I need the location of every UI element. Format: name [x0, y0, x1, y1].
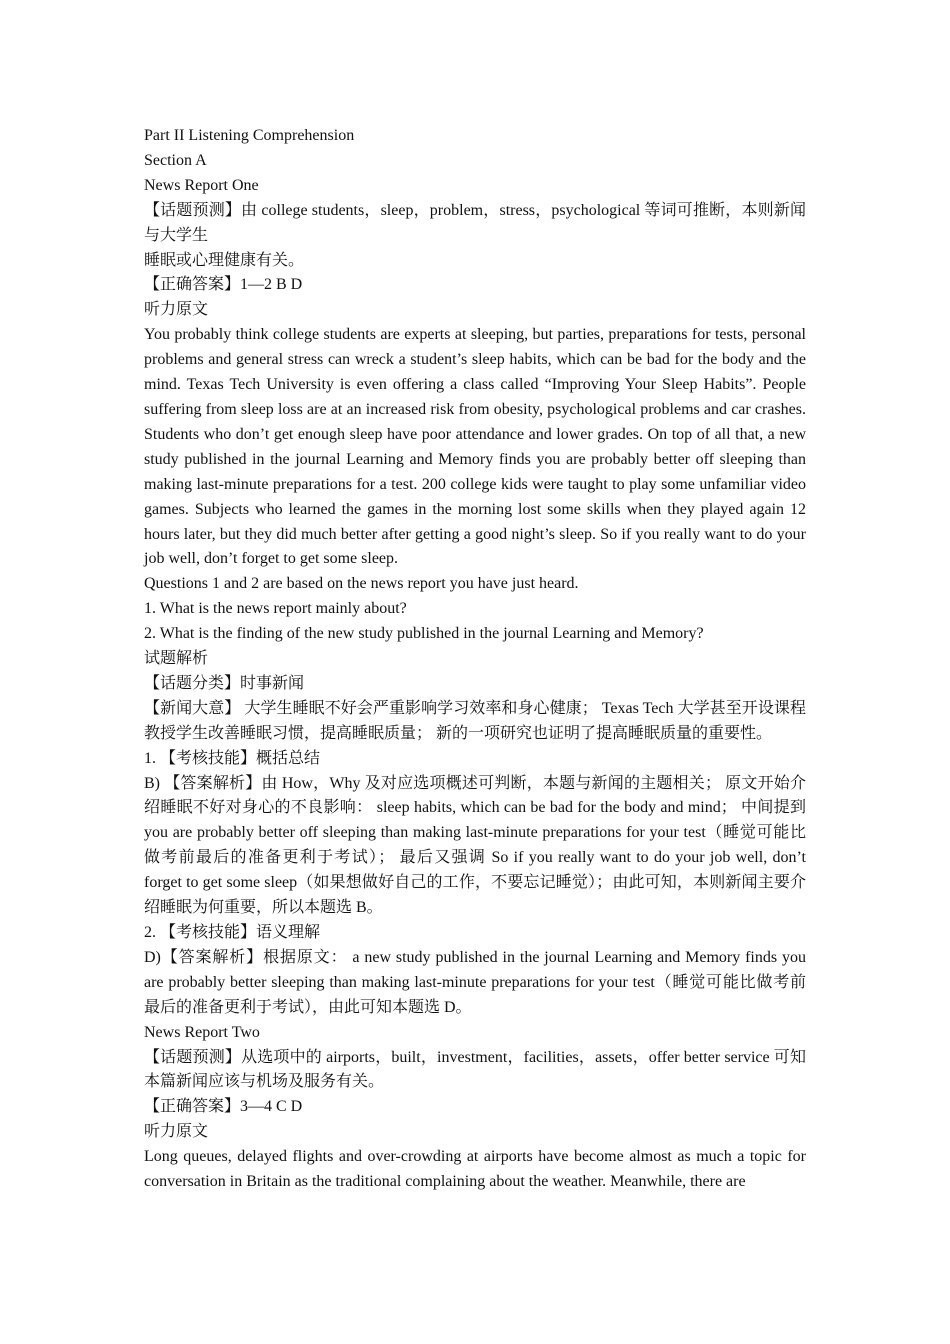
transcript-heading-1: 听力原文	[144, 301, 209, 319]
part-heading: Part II Listening Comprehension	[144, 127, 355, 144]
transcript-1: You probably think college students are experts at sleeping, but parties, preparations for tests, personal problems and general stress can wreck a student’s sleep habits, which can be bad for the body and the mind. Texas Tech University is even offering a class called “Improving Your Sleep Habits”. People suffering from sleep loss are at an increased risk from obesity, psychological problems and car crashes. Students who don’t get enough sleep have poor attendance and lower grades. On top of all that, a new study published in the journal Learning and Memory finds you are probably better off sleeping than making last-minute preparations for a test. 200 college kids were taught to play some unfamiliar video games. Subjects who learned the games in the morning lost some skills when they played again 12 hours later, but they did much better after getting a good night’s sleep. So if you really want to do your job well, don’t forget to get some sleep.	[144, 326, 806, 568]
news-report-one-heading: News Report One	[144, 176, 259, 194]
transcript-heading-2: 听力原文	[144, 1123, 209, 1141]
correct-answer-2: 【正确答案】3—4 C D	[144, 1098, 303, 1116]
answer-analysis-2: D)【答案解析】根据原文： a new study published in the journal Learning and Memory finds you are probably better sleeping than making last-minute preparations for your test（睡觉可能比做考前最后的准备更利于考试），由此可知本题选 D。	[144, 948, 806, 1016]
topic-prediction-1-cont: 睡眠或心理健康有关。	[144, 251, 305, 269]
answer-analysis-1: B) 【答案解析】由 How，Why 及对应选项概述可判断，本题与新闻的主题相关； 原文开始介绍睡眠不好对身心的不良影响： sleep habits, which can be bad for the body and mind； 中间提到 you are probably better off sleeping than making last-minute preparations for your test（睡觉可能比做考前最后的准备更利于考试）； 最后又强调 So if you really want to do your job well, don’t forget to get some sleep（如果想做好自己的工作，不要忘记睡觉）；由此可知，本则新闻主要介绍睡眠为何重要，所以本题选 B。	[144, 774, 806, 917]
correct-answer-1: 【正确答案】1—2 B D	[144, 276, 303, 294]
skill-2: 2. 【考核技能】语义理解	[144, 924, 321, 941]
analysis-heading: 试题解析	[144, 650, 209, 668]
document-page	[144, 124, 806, 1195]
questions-intro-1: Questions 1 and 2 are based on the news report you have just heard.	[144, 575, 579, 593]
topic-category: 【话题分类】时事新闻	[144, 674, 305, 692]
question-2: 2. What is the finding of the new study published in the journal Learning and Memory?	[144, 625, 704, 643]
transcript-2: Long queues, delayed flights and over-crowding at airports have become almost as much a topic for conversation in Britain as the traditional complaining about the weather. Meanwhile, there are	[144, 1148, 806, 1191]
topic-prediction-1: 【话题预测】由 college students，sleep，problem，stress，psychological 等词可推断，本则新闻与大学生	[144, 201, 806, 244]
topic-prediction-2: 【话题预测】从选项中的 airports，built，investment，facilities，assets，offer better service 可知本篇新闻应该与机场及服务有关。	[144, 1048, 806, 1091]
section-heading: Section A	[144, 151, 207, 169]
news-summary: 【新闻大意】 大学生睡眠不好会严重影响学习效率和身心健康； Texas Tech 大学甚至开设课程教授学生改善睡眠习惯，提高睡眠质量； 新的一项研究也证明了提高睡眠质量的重要性。	[144, 699, 806, 742]
skill-1: 1. 【考核技能】概括总结	[144, 749, 321, 767]
question-1: 1. What is the news report mainly about?	[144, 600, 407, 618]
news-report-two-heading: News Report Two	[144, 1023, 260, 1041]
